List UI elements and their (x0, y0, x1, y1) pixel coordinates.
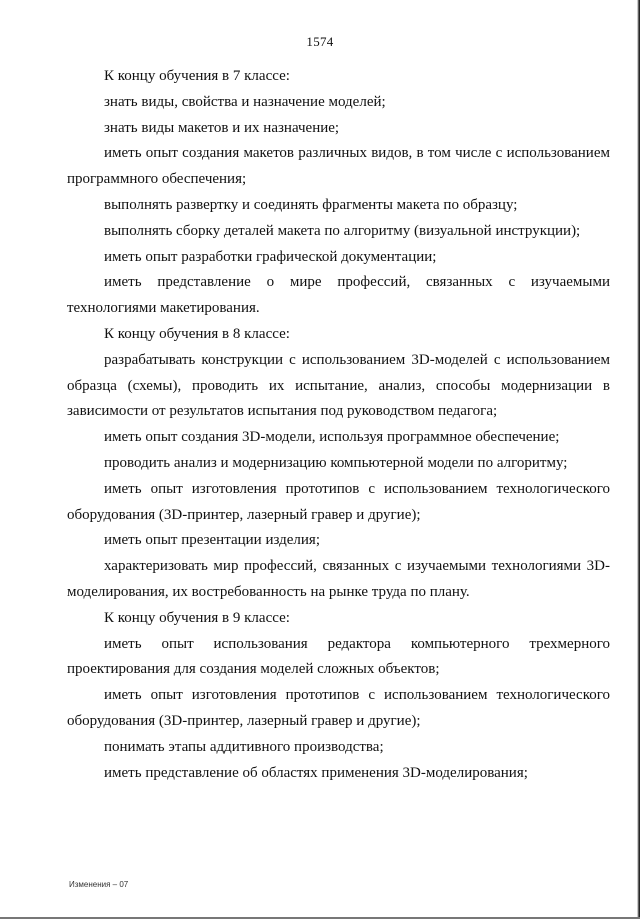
list-item: иметь опыт разработки графической документации; (104, 248, 437, 265)
list-item: знать виды, свойства и назначение моделей; (104, 93, 386, 110)
list-item: иметь опыт изготовления прототипов с использованием технологического оборудования (3D-принтер, лазерный гравер и другие); (67, 687, 610, 729)
heading-grade-8: К концу обучения в 8 классе: (104, 325, 290, 342)
body-text (67, 64, 610, 786)
list-item: иметь опыт создания 3D-модели, используя программное обеспечение; (104, 429, 560, 446)
list-item: понимать этапы аддитивного производства; (104, 738, 384, 755)
list-item: иметь опыт использования редактора компьютерного трехмерного проектирования для создания моделей сложных объектов; (67, 635, 610, 678)
list-item: иметь представление о мире профессий, связанных с изучаемыми технологиями макетирования. (67, 274, 610, 317)
heading-grade-7: К концу обучения в 7 классе: (104, 68, 290, 84)
list-item: выполнять сборку деталей макета по алгоритму (визуальной инструкции); (104, 222, 581, 239)
list-item: проводить анализ и модернизацию компьютерной модели по алгоритму; (104, 454, 568, 471)
list-item: выполнять развертку и соединять фрагменты макета по образцу; (104, 196, 518, 213)
list-item: иметь опыт изготовления прототипов с использованием технологического оборудования (3D-принтер, лазерный гравер и другие); (67, 480, 610, 523)
list-item: иметь опыт создания макетов различных видов, в том числе с использованием программного обеспечения; (67, 145, 610, 188)
heading-grade-9: К концу обучения в 9 классе: (104, 609, 290, 626)
list-item: характеризовать мир профессий, связанных с изучаемыми технологиями 3D-моделирования, их востребованность на рынке труда по плану. (67, 558, 610, 600)
footer-revision: Изменения – 07 (69, 880, 129, 889)
list-item: знать виды макетов и их назначение; (104, 119, 340, 136)
list-item: иметь представление об областях применения 3D-моделирования; (104, 764, 528, 781)
page-number: 1574 (306, 34, 334, 49)
list-item: разрабатывать конструкции с использованием 3D-моделей с использованием образца (схемы), проводить их испытание, анализ, способы модернизации в зависимости от результатов испытания под руководством педагога; (67, 351, 610, 420)
list-item: иметь опыт презентации изделия; (104, 532, 320, 549)
